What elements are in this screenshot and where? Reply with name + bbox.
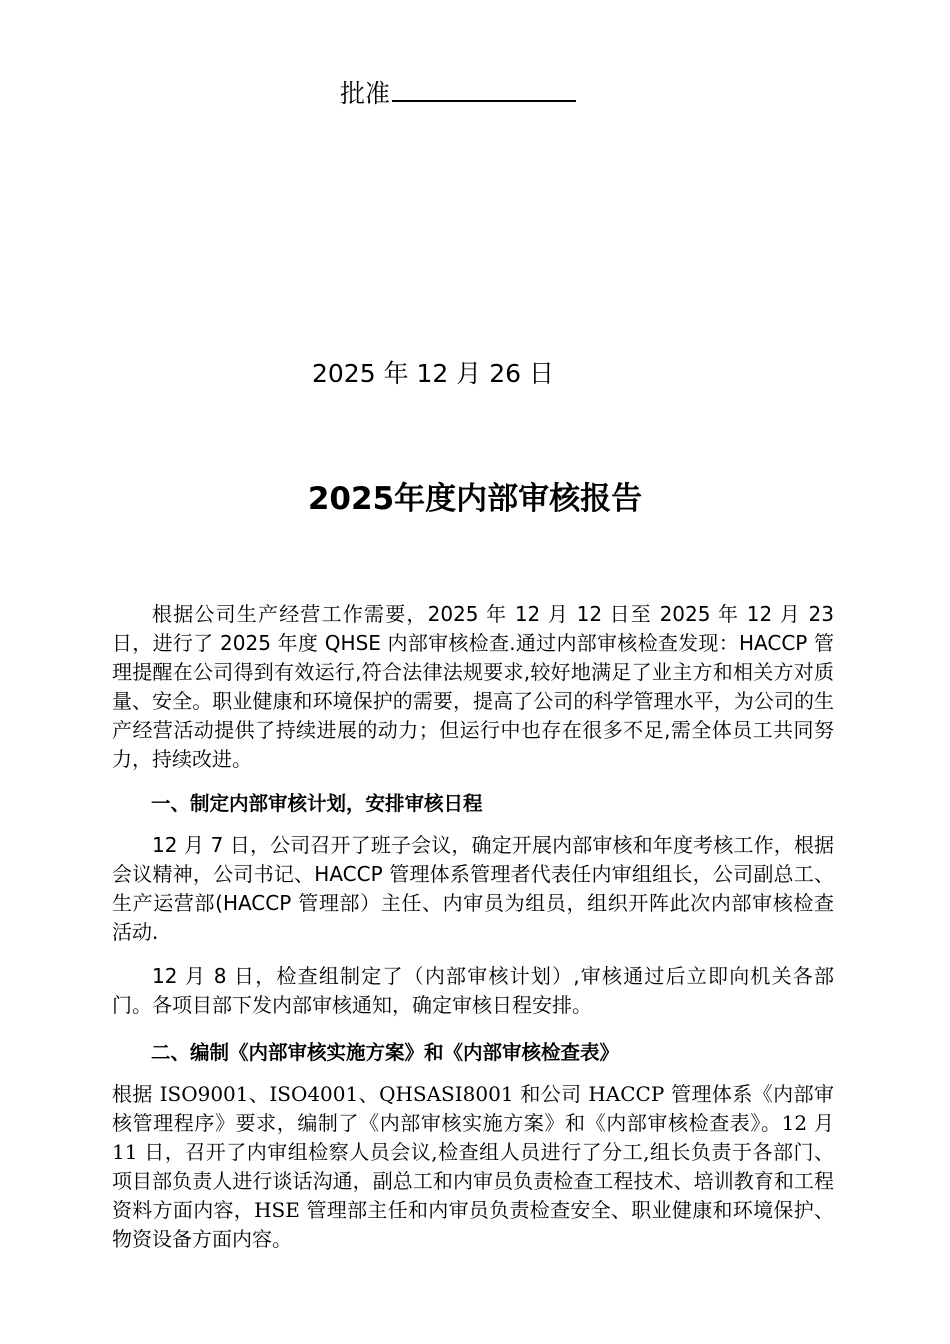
approval-label: 批准 [340,79,391,108]
approval-line [340,74,576,112]
section-2-paragraph-1: 根据 ISO9001、ISO4001、QHSASI8001 和公司 HACCP 管理体系《内部审核管理程序》要求，编制了《内部审核实施方案》和《内部审核检查表》。12 月 11 日，召开了内审组检察人员会议,检查组人员进行了分工,组长负责于各部门、项目部负责人进行谈话沟通，副总工和内审员负责检查工程技术、培训教育和工程资料方面内容，HSE 管理部主任和内审员负责检查安全、职业健康和环境保护、物资设备方面内容。 [112,1082,834,1251]
section-1-heading: 一、制定内部审核计划，安排审核日程 [151,792,483,815]
document-title: 2025年度内部审核报告 [307,481,643,517]
report-date: 2025 年 12 月 26 日 [312,359,554,388]
section-1-paragraph-2: 12 月 8 日，检查组制定了（内部审核计划）,审核通过后立即向机关各部门。各项目部下发内部审核通知，确定审核日程安排。 [112,964,834,1017]
intro-paragraph: 根据公司生产经营工作需要，2025 年 12 月 12 日至 2025 年 12 月 23 日，进行了 2025 年度 QHSE 内部审核检查.通过内部审核检查发现：HACCP 管理提醒在公司得到有效运行,符合法律法规要求,较好地满足了业主方和相关方对质量、安全。职业健康和环境保护的需要，提高了公司的科学管理水平，为公司的生产经营活动提供了持续进展的动力；但运行中也存在很多不足,需全体员工共同努力，持续改进。 [112,602,834,771]
section-1-paragraph-1: 12 月 7 日，公司召开了班子会议，确定开展内部审核和年度考核工作，根据会议精神，公司书记、HACCP 管理体系管理者代表任内审组组长，公司副总工、生产运营部(HACCP 管理部）主任、内审员为组员，组织开阵此次内部审核检查活动. [112,833,834,944]
section-2-heading: 二、编制《内部审核实施方案》和《内部审核检查表》 [151,1041,620,1064]
approval-signature-blank [392,74,576,102]
